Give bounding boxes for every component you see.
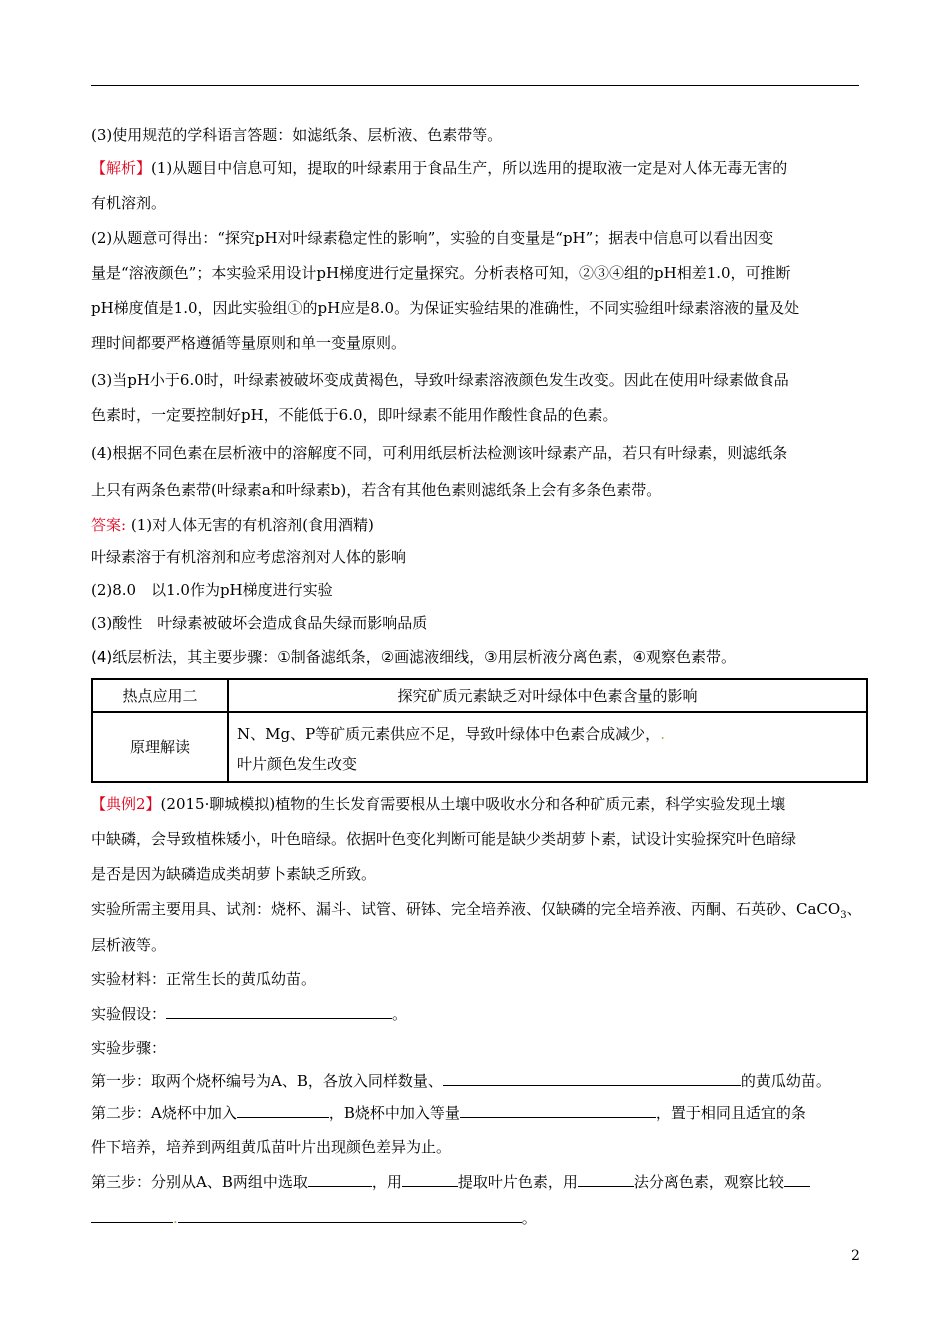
answer-text: (1)对人体无害的有机溶剂(食用酒精) — [130, 516, 374, 534]
text-line: 有机溶剂。 — [91, 194, 167, 212]
step3-blank-e[interactable] — [91, 1208, 173, 1223]
text-line: 是否是因为缺磷造成类胡萝卜素缺乏所致。 — [91, 865, 377, 883]
text-line: 叶绿素溶于有机溶剂和应考虑溶剂对人体的影响 — [91, 548, 407, 566]
text-line — [91, 158, 787, 178]
text-line: 第二步：A烧杯中加入 ，B烧杯中加入等量 ，置于相同且适宜的条 — [91, 1104, 806, 1122]
table-cell: 原理解读 — [92, 712, 228, 782]
step3-blank-d[interactable] — [784, 1172, 810, 1187]
text-line: 色素时，一定要控制好pH，不能低于6.0，即叶绿素不能用作酸性食品的色素。 — [91, 406, 618, 424]
text-line: (2)从题意可得出：“探究pH对叶绿素稳定性的影响”，实验的自变量是“pH”；据表中信息可以看出因变 — [91, 229, 774, 247]
text-line: 实验所需主要用具、试剂：烧杯、漏斗、试管、研钵、完全培养液、仅缺磷的完全培养液、丙酮、石英砂、CaCO$_3$、 — [91, 900, 862, 921]
text-line — [91, 515, 374, 535]
table-cell: N、Mg、P等矿质元素供应不足，导致叶绿体中色素合成减少，. 叶片颜色发生改变 — [228, 712, 867, 782]
text-line: 实验假设： 。 — [91, 1005, 408, 1023]
hot-topic-table — [91, 678, 868, 783]
hypothesis-blank[interactable] — [166, 1004, 392, 1019]
text-line: 上只有两条色素带(叶绿素a和叶绿素b)，若含有其他色素则滤纸条上会有多条色素带。 — [91, 481, 662, 499]
text-line: pH梯度值是1.0，因此实验组①的pH应是8.0。为保证实验结果的准确性，不同实验组叶绿素溶液的量及处 — [91, 299, 800, 317]
text-line: 中缺磷，会导致植株矮小，叶色暗绿。依据叶色变化判断可能是缺少类胡萝卜素，试设计实验探究叶色暗绿 — [91, 830, 797, 848]
table-cell: 探究矿质元素缺乏对叶绿体中色素含量的影响 — [228, 679, 867, 712]
step2-blank-b[interactable] — [460, 1103, 656, 1118]
answer-tag: 答案: — [91, 516, 127, 534]
step3-blank-b[interactable] — [402, 1172, 458, 1187]
text-line: 实验材料：正常生长的黄瓜幼苗。 — [91, 970, 317, 988]
text-line: 第三步：分别从A、B两组中选取 ，用 提取叶片色素，用 法分离色素，观察比较 — [91, 1172, 810, 1192]
table-cell: 热点应用二 — [92, 679, 228, 712]
text-line: 量是“溶液颜色”；本实验采用设计pH梯度进行定量探究。分析表格可知，②③④组的pH相差1.0，可推断 — [91, 264, 791, 282]
text-line: 【典例2】(2015·聊城模拟)植物的生长发育需要根从土壤中吸收水分和各种矿质元素，科学实验发现土壤 — [91, 795, 786, 813]
page-number: 2 — [851, 1248, 860, 1264]
analysis-tag: 【解析】 — [91, 159, 152, 177]
text-line: (4)纸层析法，其主要步骤：①制备滤纸条，②画滤液细线，③用层析液分离色素，④观察色素带。 — [91, 648, 737, 666]
step1-blank[interactable] — [443, 1071, 741, 1086]
text-line: (4)根据不同色素在层析液中的溶解度不同，可利用纸层析法检测该叶绿素产品，若只有叶绿素，则滤纸条 — [91, 444, 788, 462]
text-line: 理时间都要严格遵循等量原则和单一变量原则。 — [91, 334, 407, 352]
text-line: 实验步骤： — [91, 1039, 167, 1057]
text-line: (3)酸性 叶绿素被破坏会造成食品失绿而影响品质 — [91, 614, 428, 632]
text-line: . 。 — [91, 1208, 537, 1228]
step3-blank-a[interactable] — [308, 1172, 372, 1187]
text-line: 层析液等。 — [91, 936, 167, 954]
text-line: (3)当pH小于6.0时，叶绿素被破坏变成黄褐色，导致叶绿素溶液颜色发生改变。因此在使用叶绿素做食品 — [91, 371, 789, 389]
text-line: (3)使用规范的学科语言答题：如滤纸条、层析液、色素带等。 — [91, 126, 503, 144]
step3-blank-f[interactable] — [178, 1208, 522, 1223]
text-line: (2)8.0 以1.0作为pH梯度进行实验 — [91, 581, 333, 599]
example-tag: 【典例2】 — [91, 795, 161, 813]
header-rule — [91, 85, 859, 86]
text-line: 件下培养，培养到两组黄瓜苗叶片出现颜色差异为止。 — [91, 1138, 452, 1156]
analysis-text: (1)从题目中信息可知，提取的叶绿素用于食品生产，所以选用的提取液一定是对人体无毒无害的 — [151, 159, 788, 177]
step2-blank-a[interactable] — [237, 1103, 329, 1118]
step3-blank-c[interactable] — [578, 1172, 634, 1187]
text-line: 第一步：取两个烧杯编号为A、B，各放入同样数量、 的黄瓜幼苗。 — [91, 1072, 831, 1090]
